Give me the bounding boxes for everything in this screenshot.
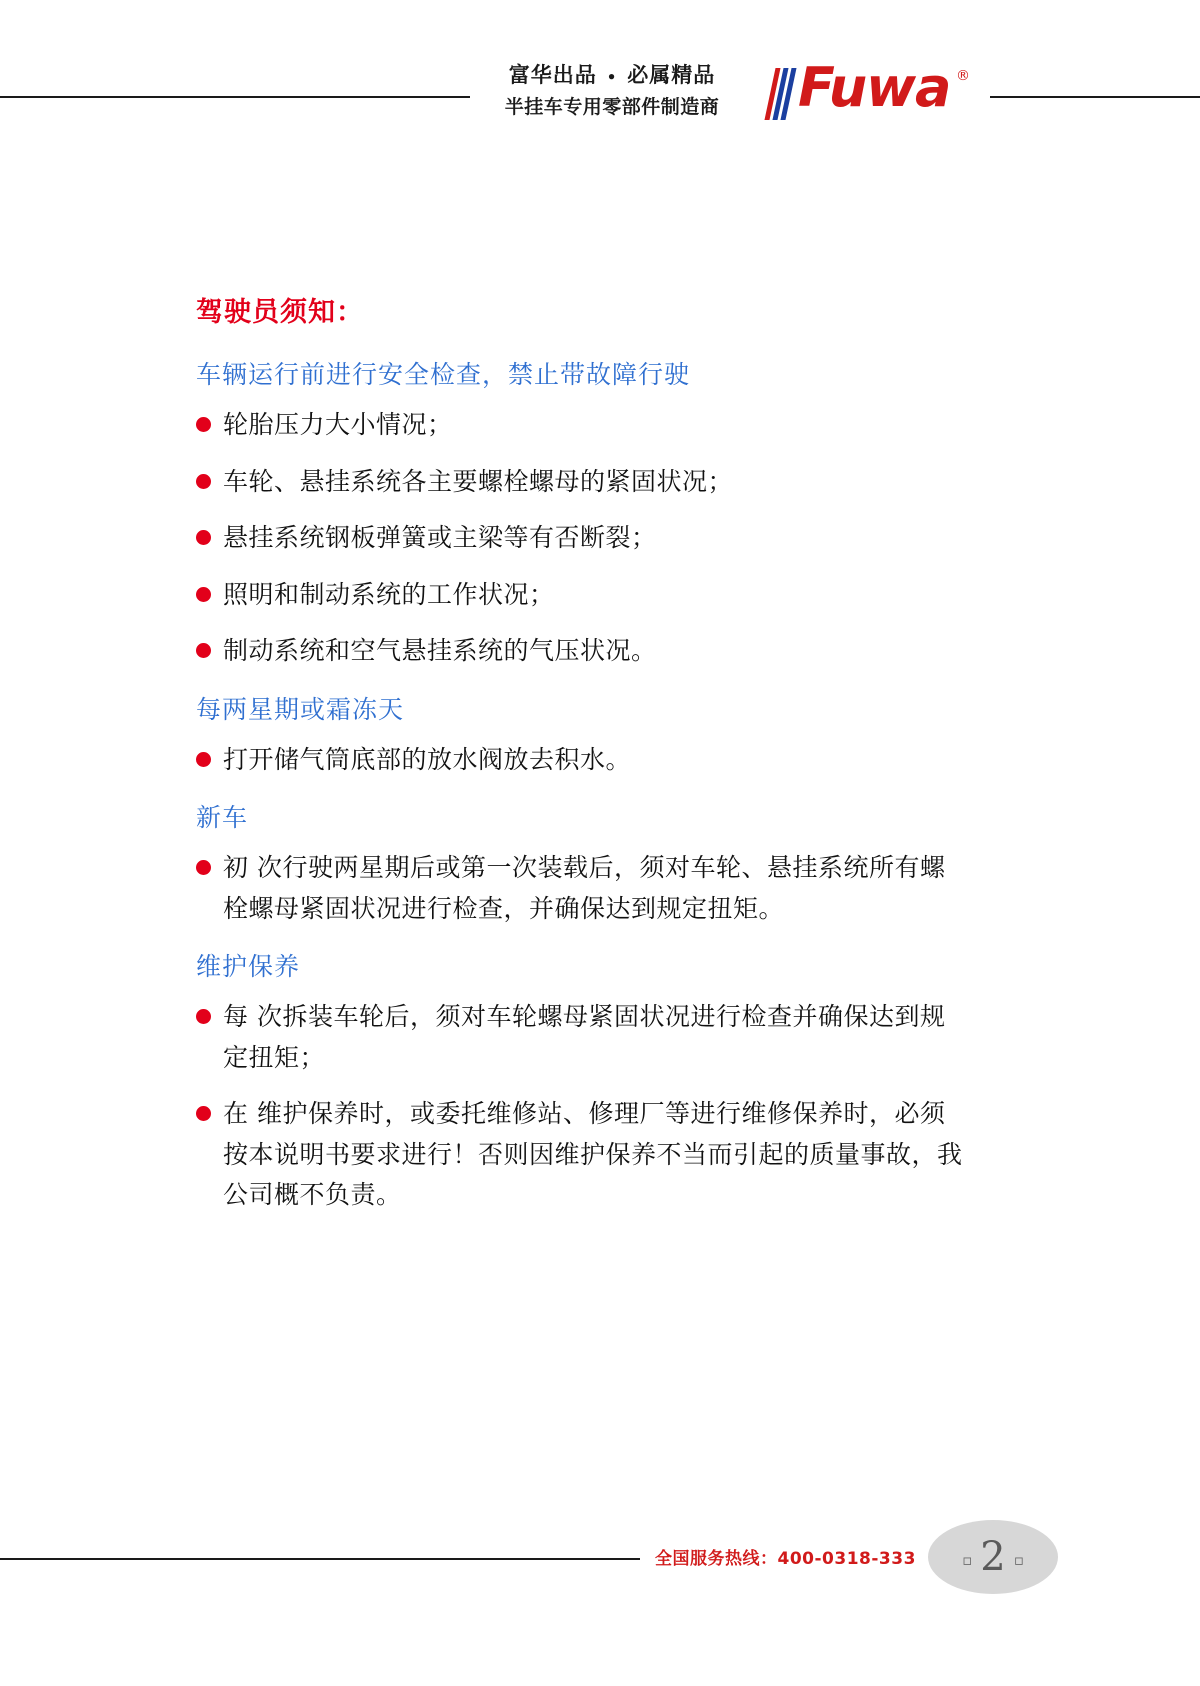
footer-rule — [0, 1558, 640, 1560]
list-item — [196, 518, 966, 559]
page-footer — [0, 1520, 1200, 1600]
list-item-text: 悬挂系统钢板弹簧或主梁等有否断裂； — [223, 523, 657, 552]
list-item — [196, 575, 966, 616]
service-hotline: 全国服务热线：400-0318-333 — [655, 1549, 916, 1569]
page-number-value: 2 — [980, 1534, 1006, 1580]
document-body — [196, 290, 966, 1232]
bullet-dot-icon — [196, 1009, 211, 1024]
page-title: 驾驶员须知： — [196, 297, 364, 328]
company-slogan — [462, 58, 762, 122]
section-maintenance — [196, 947, 966, 1216]
bullet-dot-icon — [196, 417, 211, 432]
list-item — [196, 740, 966, 781]
list-item — [196, 997, 966, 1078]
page-marker-left-icon: ▫ — [962, 1551, 973, 1569]
list-item-text: 车轮、悬挂系统各主要螺栓螺母的紧固状况； — [223, 466, 734, 496]
section-new-vehicle — [196, 798, 966, 929]
bullet-dot-icon — [196, 752, 211, 767]
bullet-dot-icon — [196, 587, 211, 602]
slogan-left-text: 富华出品 — [508, 62, 597, 87]
list-item — [196, 631, 966, 672]
list-item-text: 每 次拆装车轮后，须对车轮螺母紧固状况进行检查并确保达到规定扭矩； — [223, 1002, 946, 1072]
list-item-text: 初 次行驶两星期后或第一次装载后，须对车轮、悬挂系统所有螺栓螺母紧固状况进行检查，并确保达到规定扭矩。 — [223, 853, 946, 923]
bullet-dot-icon — [196, 1106, 211, 1121]
logo-wordmark: Fuwa — [798, 56, 951, 119]
slogan-line-1 — [462, 58, 762, 92]
logo-stripes-icon — [770, 68, 796, 120]
bullet-dot-icon — [196, 860, 211, 875]
page-marker-right-icon: ▫ — [1013, 1551, 1024, 1569]
section-heading: 维护保养 — [196, 952, 301, 981]
page-number — [928, 1520, 1058, 1594]
header-rule-left — [0, 96, 470, 98]
fuwa-logo — [770, 56, 980, 130]
section-heading: 新车 — [196, 803, 249, 832]
section-biweekly-or-frost — [196, 690, 966, 781]
header-rule-right — [990, 96, 1200, 98]
list-item-text: 在 维护保养时，或委托维修站、修理厂等进行维修保养时，必须按本说明书要求进行！否则因维护保养不当而引起的质量事故，我公司概不负责。 — [223, 1099, 963, 1209]
list-item-text: 打开储气筒底部的放水阀放去积水。 — [223, 744, 632, 774]
list-item — [196, 462, 966, 503]
slogan-right-text: 必属精品 — [627, 62, 716, 87]
list-item — [196, 405, 966, 446]
slogan-separator-dot: • — [606, 67, 618, 86]
list-item-text: 制动系统和空气悬挂系统的气压状况。 — [223, 636, 657, 665]
bullet-dot-icon — [196, 474, 211, 489]
registered-trademark-icon: ® — [956, 68, 970, 84]
section-pre-trip-check — [196, 355, 966, 672]
section-heading: 每两星期或霜冻天 — [196, 694, 405, 724]
bullet-dot-icon — [196, 643, 211, 658]
page-header — [0, 30, 1200, 120]
list-item-text: 照明和制动系统的工作状况； — [223, 579, 555, 609]
list-item-text: 轮胎压力大小情况； — [223, 410, 453, 439]
slogan-line-2: 半挂车专用零部件制造商 — [504, 95, 720, 118]
section-heading: 车辆运行前进行安全检查，禁止带故障行驶 — [196, 360, 691, 389]
bullet-dot-icon — [196, 530, 211, 545]
list-item — [196, 848, 966, 929]
list-item — [196, 1094, 966, 1216]
